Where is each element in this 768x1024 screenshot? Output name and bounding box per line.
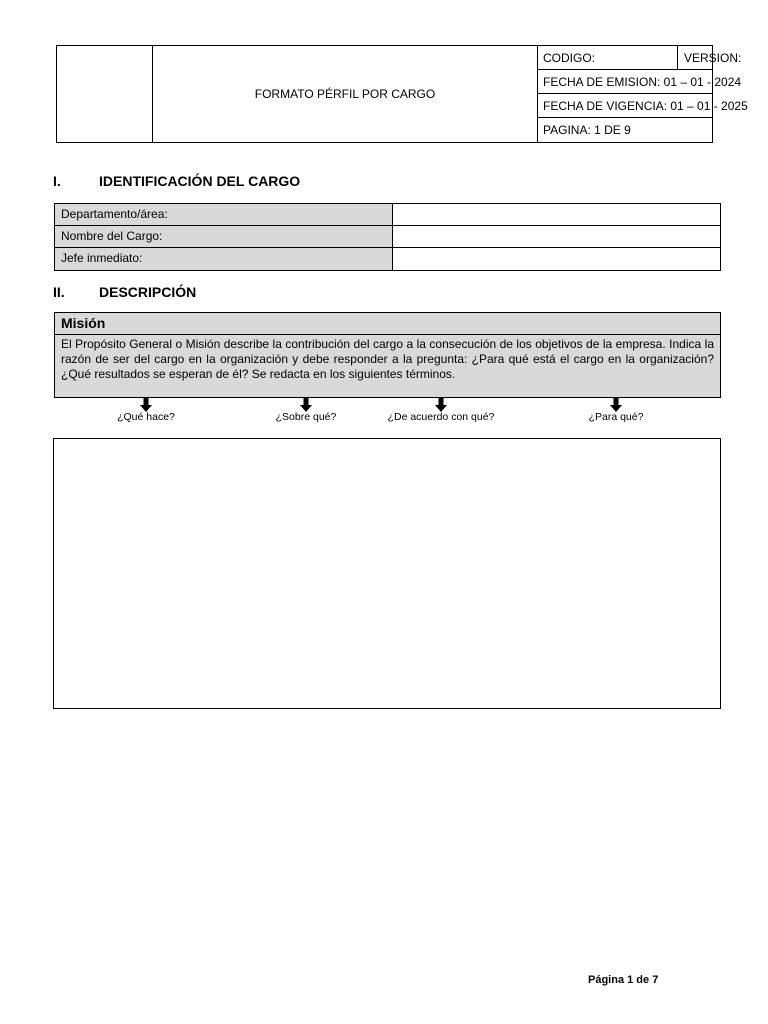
table-row xyxy=(55,226,720,248)
mision-title: Misión xyxy=(55,313,720,335)
row-label: Jefe inmediato: xyxy=(55,248,393,270)
row-label: Nombre del Cargo: xyxy=(55,226,393,247)
mision-answer-box[interactable] xyxy=(53,438,721,709)
mision-description: El Propósito General o Misión describe la contribución del cargo a la consecución de los objetivos de la empresa. Indica la razón de ser del cargo en la organización y debe responder a la pregunta: ¿Para qué está el cargo en la organización? ¿Qué resultados se esperan de él? Se redacta en los siguientes términos. xyxy=(61,337,714,381)
down-arrow-icon xyxy=(140,398,152,412)
down-arrow-icon xyxy=(435,398,447,412)
guide-label: ¿Sobre qué? xyxy=(275,411,337,423)
row-label: Departamento/área: xyxy=(55,204,393,225)
section-title: IDENTIFICACIÓN DEL CARGO xyxy=(99,173,301,189)
guide-de-acuerdo-con-que xyxy=(381,398,501,423)
document-meta xyxy=(538,46,748,142)
codigo-label: CODIGO: xyxy=(538,46,678,70)
logo-cell xyxy=(57,46,153,142)
nombre-cargo-field[interactable] xyxy=(393,226,720,247)
guide-label: ¿Qué hace? xyxy=(117,411,175,423)
page-number: Página 1 de 7 xyxy=(588,974,659,986)
guide-label: ¿De acuerdo con qué? xyxy=(387,411,495,423)
guide-para-que xyxy=(576,398,656,423)
pagina-label: PAGINA: 1 DE 9 xyxy=(543,123,631,137)
section-title: DESCRIPCIÓN xyxy=(99,284,197,300)
document-header-table xyxy=(56,45,748,143)
fecha-vigencia: FECHA DE VIGENCIA: 01 – 01 - 2025 xyxy=(538,94,713,118)
section-number: II. xyxy=(53,284,65,300)
table-row xyxy=(55,204,720,226)
guide-que-hace xyxy=(106,398,186,423)
mision-box xyxy=(54,312,721,398)
down-arrow-icon xyxy=(610,398,622,412)
guide-sobre-que xyxy=(266,398,346,423)
table-row xyxy=(55,248,720,270)
section-number: I. xyxy=(53,173,61,189)
version-label: VERSION: xyxy=(684,51,742,65)
fecha-emision: FECHA DE EMISION: 01 – 01 - 2024 xyxy=(538,70,713,94)
meta-row-code-version xyxy=(538,46,742,70)
guide-label: ¿Para qué? xyxy=(588,411,644,423)
departamento-field[interactable] xyxy=(393,204,720,225)
identification-table xyxy=(54,203,721,271)
down-arrow-icon xyxy=(300,398,312,412)
jefe-inmediato-field[interactable] xyxy=(393,248,720,270)
document-title: FORMATO PÉRFIL POR CARGO xyxy=(153,46,538,142)
